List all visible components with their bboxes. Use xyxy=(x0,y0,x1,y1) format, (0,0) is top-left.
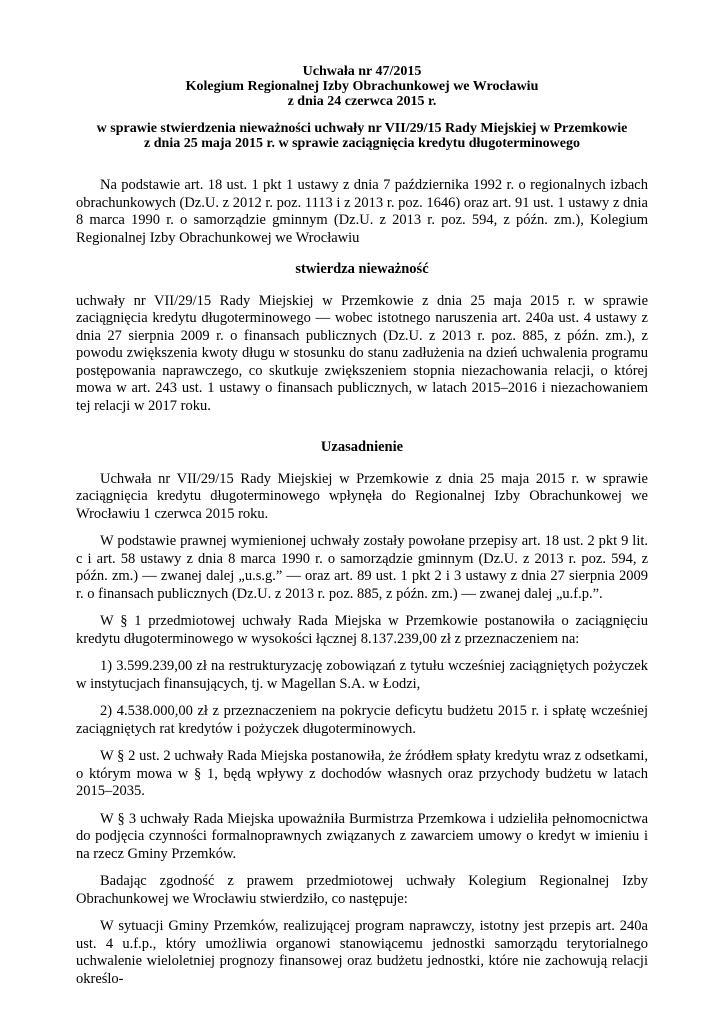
justification-paragraph: Uchwała nr VII/29/15 Rady Miejskiej w Przemkowie z dnia 25 maja 2015 r. w sprawie zaciągnięcia kredytu długoterminowego wpłynęła do Regionalnej Izby Obrachunkowej we Wrocławiu 1 czerwca 2015 roku. xyxy=(76,470,648,522)
list-item-2: 2) 4.538.000,00 zł z przeznaczeniem na pokrycie deficytu budżetu 2015 r. i spłatę wcześniej zaciągniętych rat kredytów i pożyczek długoterminowych. xyxy=(76,703,648,737)
resolution-number: Uchwała nr 47/2015 xyxy=(302,64,422,79)
justification-paragraph: W § 1 przedmiotowej uchwały Rada Miejska w Przemkowie postanowiła o zaciągnięciu kredytu długoterminowego w wysokości łącznej 8.137.239,00 zł z przeznaczeniem na: xyxy=(76,613,648,647)
decision-heading: stwierdza nieważność xyxy=(295,261,429,277)
legal-basis-paragraph: Na podstawie art. 18 ust. 1 pkt 1 ustawy z dnia 7 października 1992 r. o regionalnych izbach obrachunkowych (Dz.U. z 2012 r. poz. 1113 i z 2013 r. poz. 1646) oraz art. 91 ust. 1 ustawy z dnia 8 marca 1990 r. o samorządzie gminnym (Dz.U. z 2013 r. poz. 594, z późn. zm.), Kolegium Regionalnej Izby Obrachunkowej we Wrocławiu xyxy=(76,177,648,246)
justification-paragraph: W sytuacji Gminy Przemków, realizującej program naprawczy, istotny jest przepis art. 240a ust. 4 u.f.p., który umożliwia organowi stanowiącemu jednostki samorządu terytorialnego uchwalenie wieloletniej prognozy finansowej oraz budżetu jednostki, które nie zachowują relacji określo- xyxy=(76,918,648,987)
justification-paragraph: W § 2 ust. 2 uchwały Rada Miejska postanowiła, że źródłem spłaty kredytu wraz z odsetkami, o którym mowa w § 1, będą wpływy z dochodów własnych oraz przychody budżetu w latach 2015–2035. xyxy=(76,748,648,799)
resolution-subject xyxy=(76,121,648,151)
decision-paragraph: uchwały nr VII/29/15 Rady Miejskiej w Przemkowie z dnia 25 maja 2015 r. w sprawie zaciągnięcia kredytu długoterminowego — wobec istotnego naruszenia art. 240a ust. 4 ustawy z dnia 27 sierpnia 2009 r. o finansach publicznych (Dz.U. z 2013 r. poz. 885, z późn. zm.), z powodu zwiększenia kwoty długu w stosunku do stanu zadłużenia na dzień uchwalenia programu postępowania naprawczego, co skutkuje zwiększeniem stopnia niezachowania relacji, o której mowa w art. 243 ust. 1 ustawy o finansach publicznych, w latach 2015–2016 i niezachowaniem tej relacji w 2017 roku. xyxy=(76,292,648,414)
justification-heading: Uzasadnienie xyxy=(320,439,404,455)
justification-paragraph: W § 3 uchwały Rada Miejska upoważniła Burmistrza Przemkowa i udzieliła pełnomocnictwa do podjęcia czynności formalnoprawnych związanych z zawarciem umowy o kredyt w imieniu i na rzecz Gminy Przemków. xyxy=(76,810,648,862)
subject-line-2: z dnia 25 maja 2015 r. w sprawie zaciągnięcia kredytu długoterminowego xyxy=(144,136,580,151)
list-item-1: 1) 3.599.239,00 zł na restrukturyzację zobowiązań z tytułu wcześniej zaciągniętych pożyczek w instytucjach finansujących, tj. w Magellan S.A. w Łodzi, xyxy=(76,658,648,692)
justification-paragraph: Badając zgodność z prawem przedmiotowej uchwały Kolegium Regionalnej Izby Obrachunkowej we Wrocławiu stwierdziło, co następuje: xyxy=(76,873,648,907)
issuing-body: Kolegium Regionalnej Izby Obrachunkowej we Wrocławiu xyxy=(185,79,539,94)
resolution-date: z dnia 24 czerwca 2015 r. xyxy=(287,94,437,109)
subject-line-1: w sprawie stwierdzenia nieważności uchwały nr VII/29/15 Rady Miejskiej w Przemkowie xyxy=(96,121,628,136)
resolution-header xyxy=(76,64,648,109)
justification-paragraph: W podstawie prawnej wymienionej uchwały zostały powołane przepisy art. 18 ust. 2 pkt 9 lit. c i art. 58 ustawy z dnia 8 marca 1990 r. o samorządzie gminnym (Dz.U. z 2013 r. poz. 594, z późn. zm.) — zwanej dalej „u.s.g.” — oraz art. 89 ust. 1 pkt 2 i 3 ustawy z dnia 27 sierpnia 2009 r. o finansach publicznych (Dz.U. z 2013 r. poz. 885, z późn. zm.) — zwanej dalej „u.f.p.”. xyxy=(76,533,648,602)
